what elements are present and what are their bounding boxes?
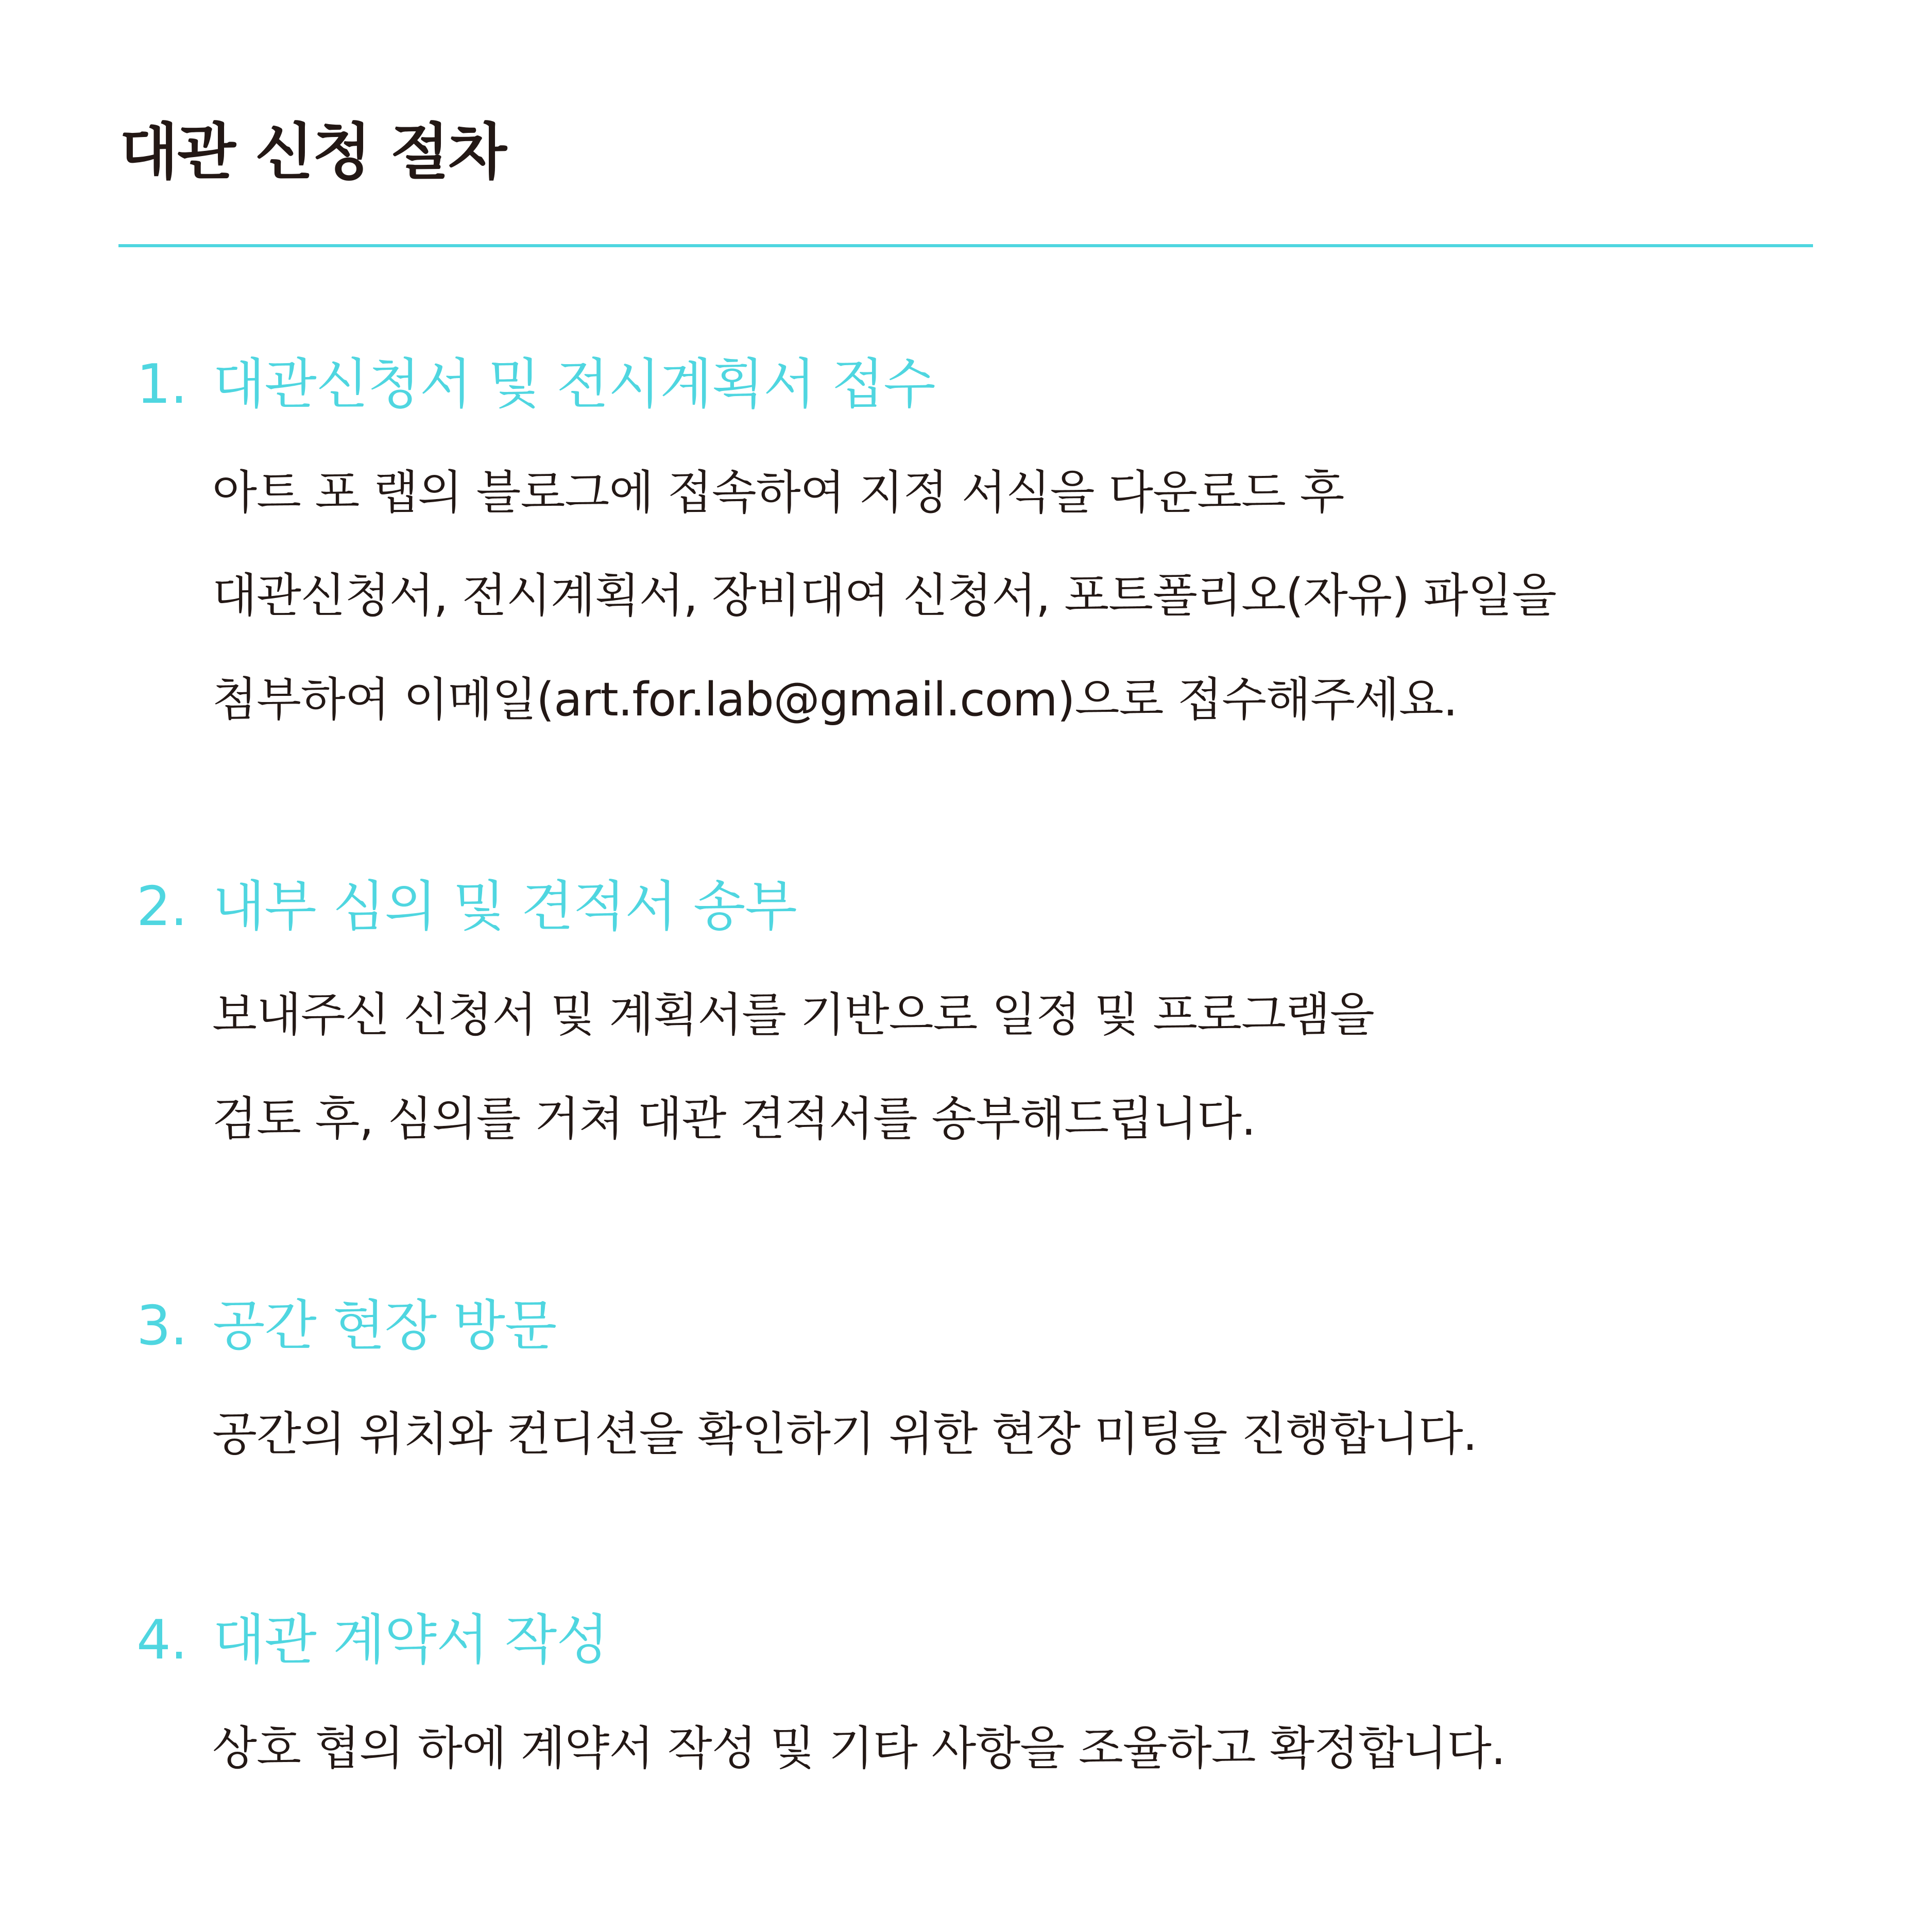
step-3-line-1: 공간의 위치와 컨디션을 확인하기 위한 현장 미팅을 진행합니다.: [212, 1407, 1477, 1461]
step-1-heading: [136, 352, 935, 417]
step-1-line-3-suffix: 으로 접수해주세요.: [1074, 673, 1458, 727]
step-1-line-1: 아트 포 랩의 블로그에 접속하여 지정 서식을 다운로드 후: [212, 466, 1344, 520]
step-2-line-1: 보내주신 신청서 및 계획서를 기반으로 일정 및 프로그램을: [212, 988, 1374, 1042]
step-4-number: 4.: [136, 1609, 187, 1671]
step-3-title: 공간 현장 방문: [213, 1294, 557, 1357]
step-1-title: 대관신청서 및 전시계획서 접수: [213, 353, 935, 416]
step-4-line-1: 상호 협의 하에 계약서 작성 및 기타 사항을 조율하고 확정합니다.: [212, 1721, 1506, 1775]
email-address: 이메일(art.for.lab@gmail.com): [403, 673, 1075, 727]
step-1-number: 1.: [136, 353, 187, 416]
step-2-number: 2.: [136, 875, 187, 938]
step-4-heading: [136, 1608, 608, 1672]
step-3-heading: [136, 1293, 556, 1358]
page-title: 대관 신청 절차: [119, 116, 506, 187]
step-4-title: 대관 계약서 작성: [213, 1609, 608, 1671]
step-2-line-2: 검토 후, 심의를 거쳐 대관 견적서를 송부해드립니다.: [212, 1092, 1256, 1146]
step-3-number: 3.: [136, 1294, 187, 1357]
step-2-heading: [136, 874, 797, 939]
step-2-title: 내부 심의 및 견적서 송부: [213, 875, 797, 938]
step-1-line-3: [212, 672, 1457, 728]
step-1-line-2: 대관신청서, 전시계획서, 장비대여 신청서, 포트폴리오(자유) 파일을: [212, 569, 1557, 623]
step-1-line-3-prefix: 첨부하여: [212, 673, 404, 727]
title-divider: [118, 244, 1813, 247]
